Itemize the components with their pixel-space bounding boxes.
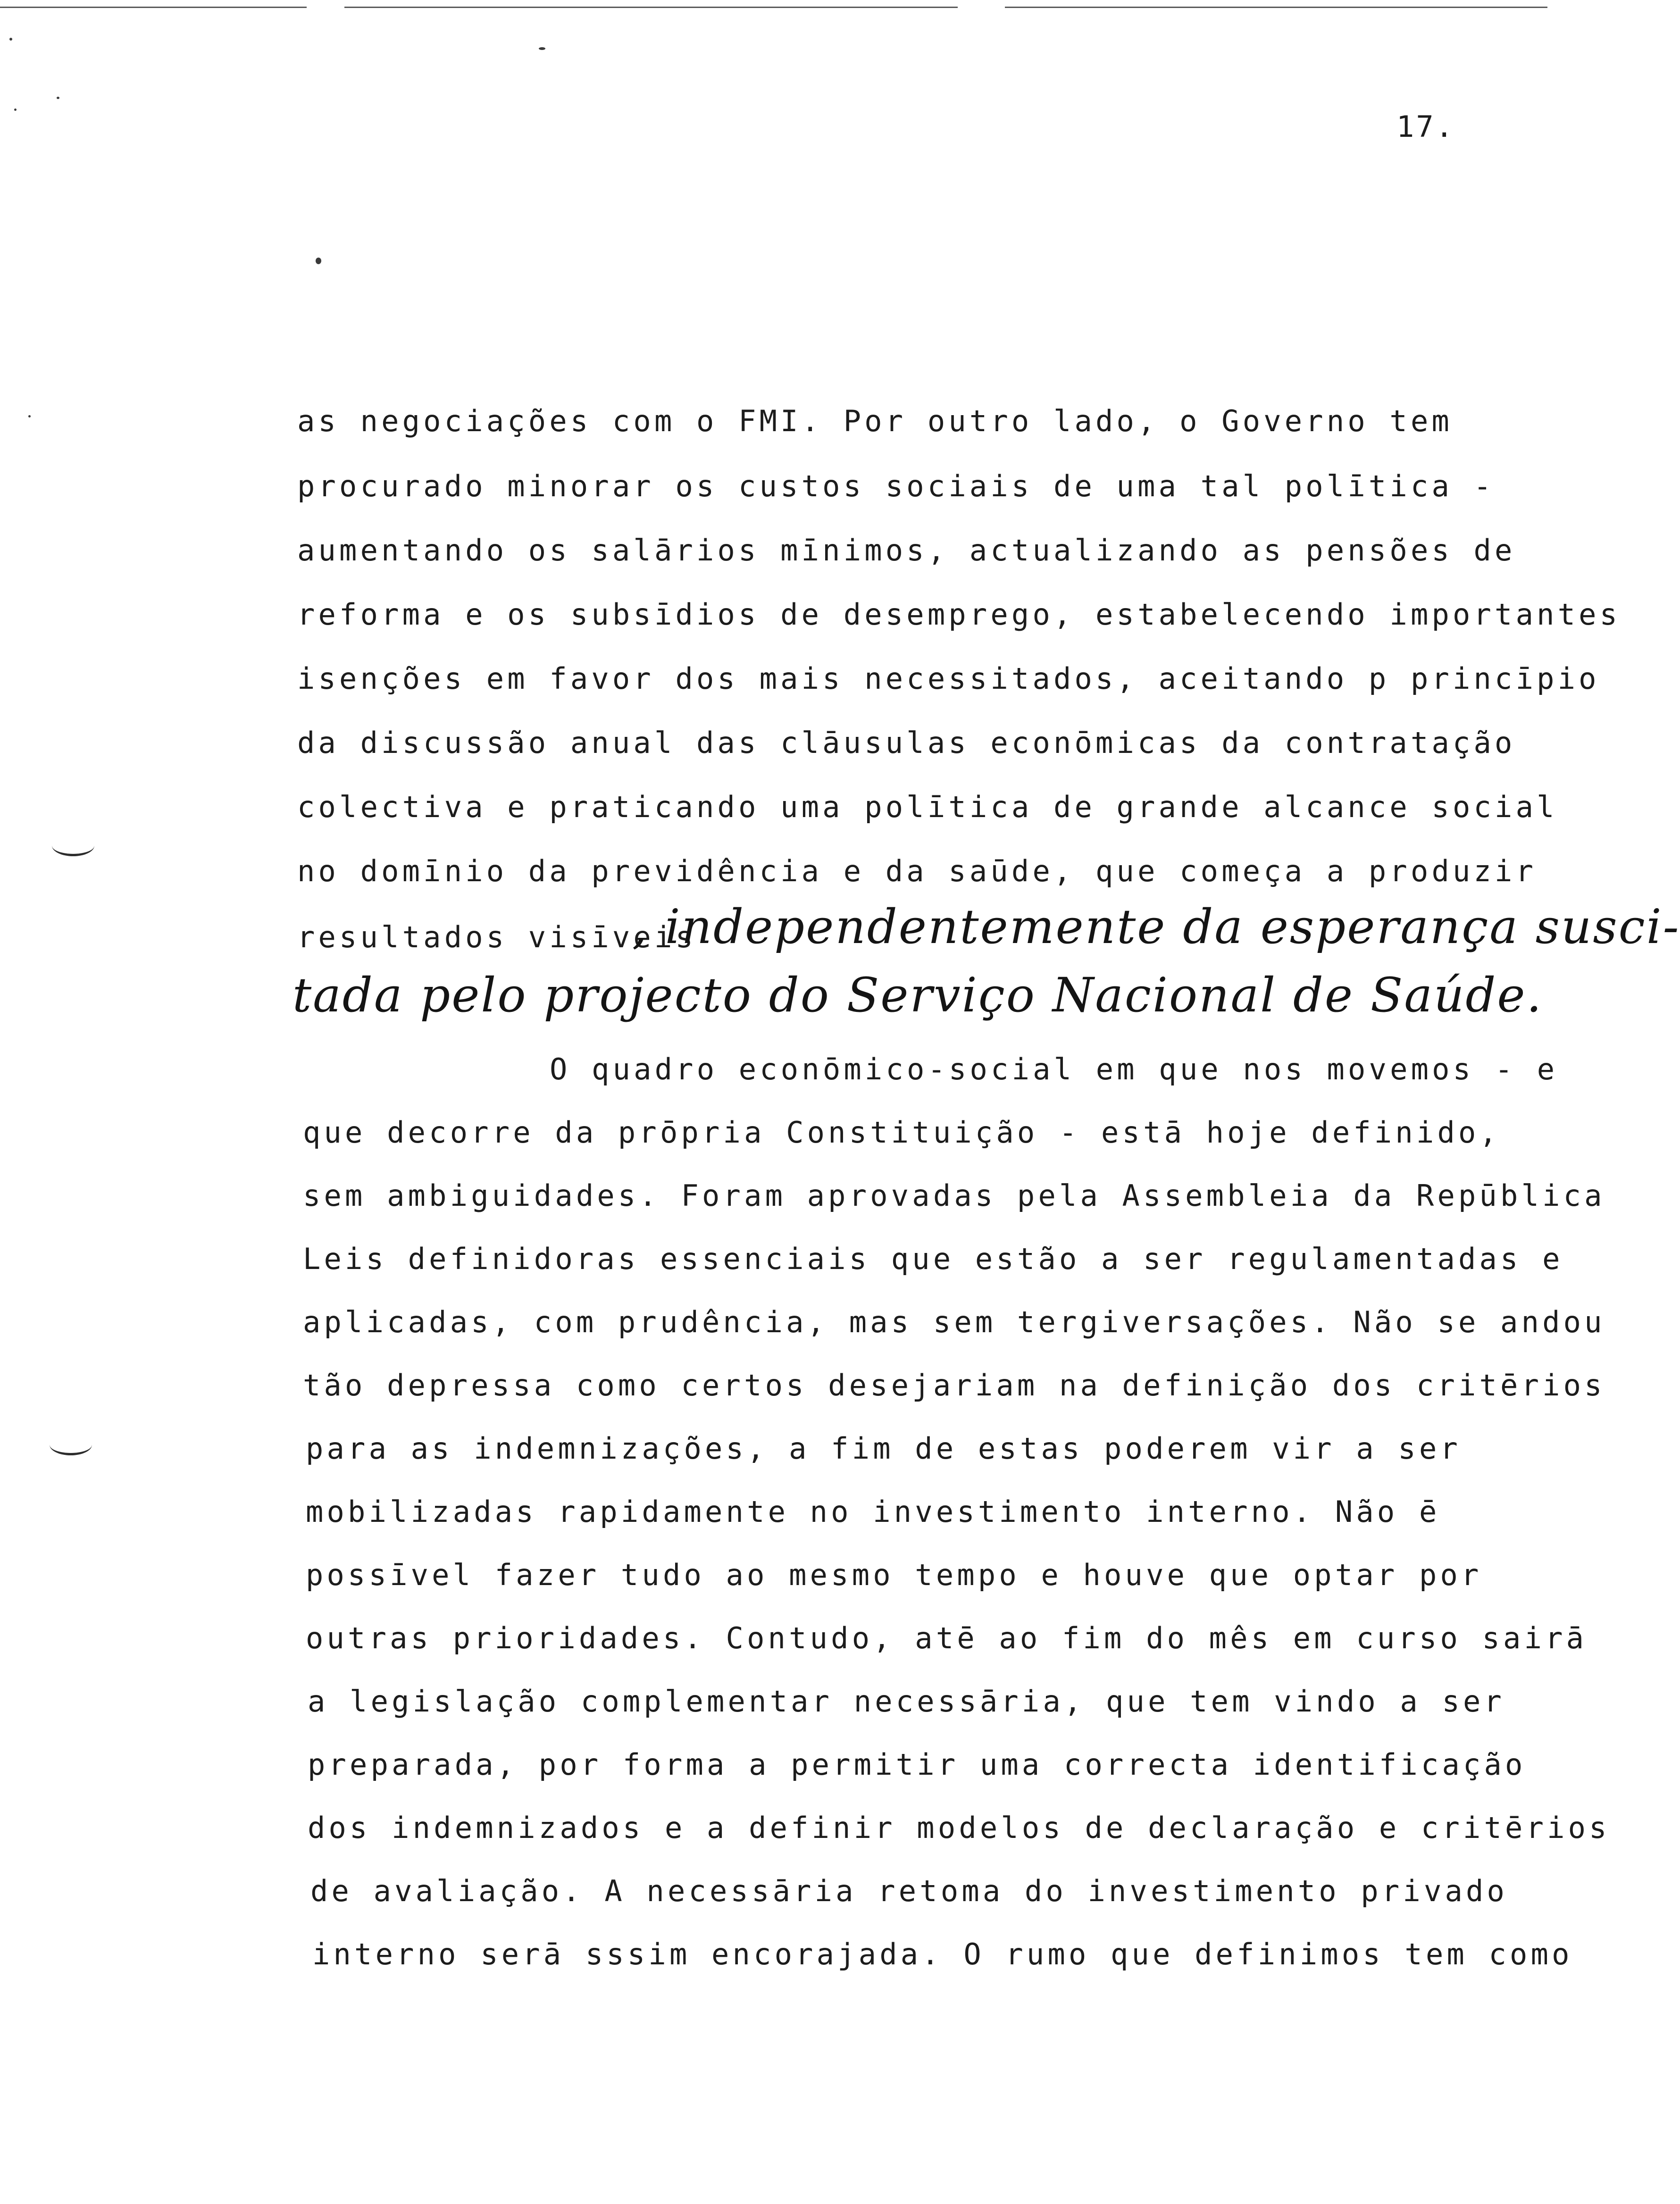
scan-speck xyxy=(57,97,59,99)
text-line: reforma e os subsīdios de desemprego, estabelecendo importantes xyxy=(297,597,1621,632)
page-number: 17. xyxy=(1396,109,1455,144)
scan-speck xyxy=(316,258,321,264)
text-line: dos indemnizados e a definir modelos de declaração e critērios xyxy=(308,1811,1610,1845)
scan-speck xyxy=(28,415,31,417)
text-line: aumentando os salārios mīnimos, actualizando as pensões de xyxy=(297,533,1516,568)
scan-speck xyxy=(9,38,12,41)
text-line: Leis definidoras essenciais que estão a ser regulamentadas e xyxy=(303,1242,1563,1276)
text-line: O quadro econōmico-social em que nos movemos - e xyxy=(550,1052,1558,1086)
text-line: mobilizadas rapidamente no investimento interno. Não ē xyxy=(306,1494,1440,1529)
scan-edge-line xyxy=(1005,7,1547,8)
text-line: possīvel fazer tudo ao mesmo tempo e houve que optar por xyxy=(306,1558,1482,1592)
text-line: para as indemnizações, a fim de estas poderem vir a ser xyxy=(306,1431,1461,1466)
text-line: outras prioridades. Contudo, atē ao fim do mês em curso sairā xyxy=(306,1621,1588,1655)
binder-hole-mark xyxy=(52,835,94,856)
scan-speck xyxy=(14,109,17,111)
text-line: procurado minorar os custos sociais de uma tal polītica - xyxy=(297,469,1495,503)
text-line: da discussão anual das clāusulas econōmicas da contratação xyxy=(297,726,1516,760)
text-line: as negociações com o FMI. Por outro lado, o Governo tem xyxy=(297,404,1453,438)
handwritten-annotation: , independentemente da esperança susci- xyxy=(632,899,1680,954)
text-line: que decorre da prōpria Constituição - estā hoje definido, xyxy=(303,1115,1501,1150)
text-line: colectiva e praticando uma polītica de grande alcance social xyxy=(297,790,1558,824)
text-line: interno serā sssim encorajada. O rumo que definimos tem como xyxy=(312,1937,1573,1971)
handwritten-annotation: tada pelo projecto do Serviço Nacional de Saúde. xyxy=(293,968,1543,1023)
binder-hole-mark xyxy=(50,1434,92,1455)
scan-speck xyxy=(539,47,545,50)
scan-edge-line xyxy=(0,7,307,8)
text-line: sem ambiguidades. Foram aprovadas pela Assembleia da Repūblica xyxy=(303,1178,1605,1213)
text-line: preparada, por forma a permitir uma correcta identificação xyxy=(308,1747,1526,1782)
text-line: de avaliação. A necessāria retoma do investimento privado xyxy=(310,1874,1508,1908)
text-line: tão depressa como certos desejariam na definição dos critērios xyxy=(303,1368,1605,1403)
text-line: aplicadas, com prudência, mas sem tergiversações. Não se andou xyxy=(303,1305,1605,1339)
text-line: a legislação complementar necessāria, que tem vindo a ser xyxy=(308,1684,1505,1719)
scan-edge-line xyxy=(344,7,958,8)
text-line: resultados visīveis xyxy=(297,920,697,954)
text-line: isenções em favor dos mais necessitados, aceitando p princīpio xyxy=(297,661,1600,696)
text-line: no domīnio da previdência e da saūde, que começa a produzir xyxy=(297,854,1537,888)
